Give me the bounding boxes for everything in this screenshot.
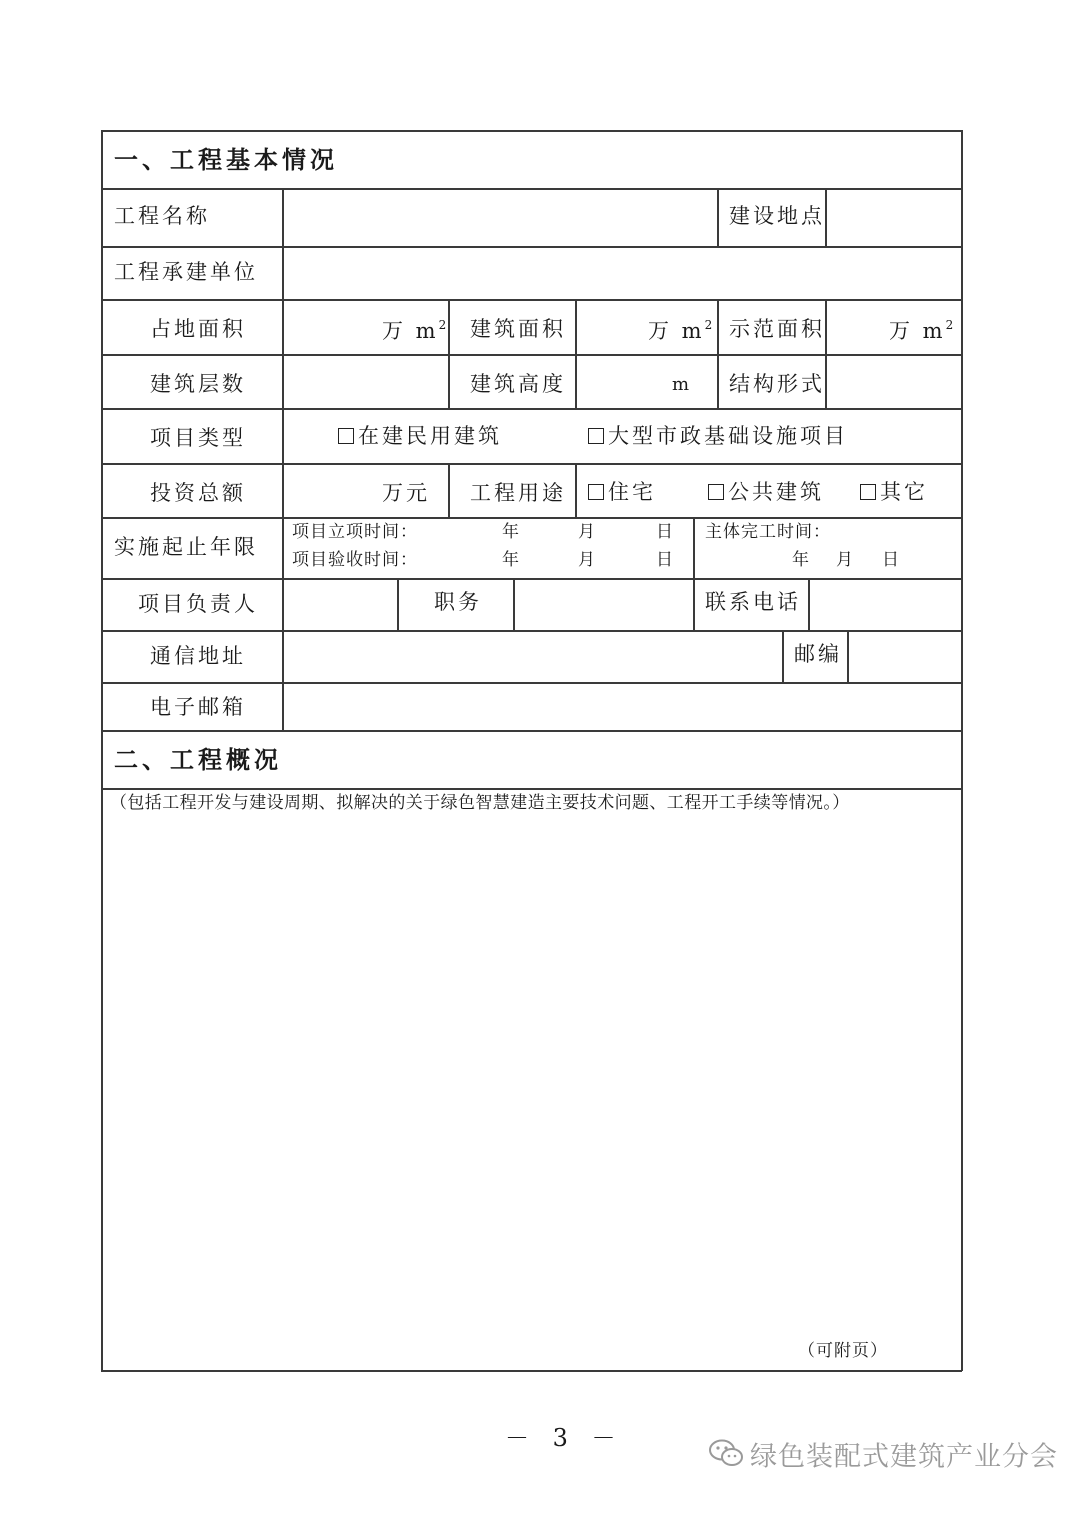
acceptance-month: 月 [578,550,596,570]
checkbox[interactable] [588,428,604,444]
usage-option-public[interactable]: 公共建筑 [708,482,824,503]
main-completion-label: 主体完工时间： [705,522,831,542]
floors-label: 建筑层数 [150,372,246,396]
land-area-label: 占地面积 [150,317,246,341]
watermark-text: 绿色装配式建筑产业分会 [750,1441,1058,1473]
checkbox[interactable] [338,428,354,444]
row-divider [101,354,962,356]
column-divider [717,188,719,246]
acceptance-time-label: 项目验收时间： [292,550,418,570]
position-label: 职务 [434,590,482,614]
approval-time-label: 项目立项时间： [292,522,418,542]
investment-label: 投资总额 [150,481,246,505]
checkbox[interactable] [860,484,876,500]
project-name-label: 工程名称 [114,204,210,228]
overview-instruction: （包括工程开发与建设周期、拟解决的关于绿色智慧建造主要技术问题、工程开工手续等情况。） [110,793,850,813]
row-divider [101,463,962,465]
structure-label: 结构形式 [729,372,825,396]
usage-label: 工程用途 [470,481,566,505]
address-label: 通信地址 [150,644,246,668]
row-divider [101,630,962,632]
table-border [961,130,963,1371]
column-divider [808,578,810,630]
checkbox[interactable] [588,484,604,500]
column-divider [847,630,849,682]
postcode-label: 邮编 [794,642,842,666]
phone-label: 联系电话 [705,590,801,614]
table-border [101,130,103,1371]
column-divider [575,463,577,517]
type-option-civil[interactable]: 在建民用建筑 [338,426,502,447]
acceptance-year: 年 [502,550,520,570]
section-title: 一、工程基本情况 [114,145,338,174]
table-border [101,1370,962,1372]
attach-note: （可附页） [798,1341,888,1361]
project-type-label: 项目类型 [150,426,246,450]
row-divider [101,246,962,248]
location-label: 建设地点 [729,204,825,228]
table-border [101,130,962,132]
completion-year: 年 [792,550,810,570]
investment-unit: 万元 [382,481,430,505]
section-title: 二、工程概况 [114,745,282,774]
height-label: 建筑高度 [470,372,566,396]
row-divider [101,788,962,790]
column-divider [693,517,695,630]
building-area-unit: 万 $m^2$ [648,318,713,343]
column-divider [448,463,450,517]
row-divider [101,188,962,190]
usage-option-residential[interactable]: 住宅 [588,482,656,503]
column-divider [282,188,284,730]
row-divider [101,299,962,301]
manager-label: 项目负责人 [138,592,258,616]
row-divider [101,730,962,732]
approval-year: 年 [502,522,520,542]
contractor-label: 工程承建单位 [114,260,258,284]
column-divider [397,578,399,630]
column-divider [513,578,515,630]
type-option-municipal[interactable]: 大型市政基础设施项目 [588,426,848,447]
column-divider [782,630,784,682]
row-divider [101,682,962,684]
usage-option-other[interactable]: 其它 [860,482,928,503]
building-area-label: 建筑面积 [470,317,566,341]
page-number: － 3 － [505,1424,624,1452]
completion-month: 月 [836,550,854,570]
approval-month: 月 [578,522,596,542]
column-divider [717,299,719,408]
row-divider [101,578,962,580]
demo-area-unit: 万 $m^2$ [889,318,954,343]
approval-day: 日 [656,522,674,542]
email-label: 电子邮箱 [150,695,246,719]
completion-day: 日 [882,550,900,570]
period-label: 实施起止年限 [114,535,258,559]
row-divider [101,408,962,410]
column-divider [448,299,450,408]
column-divider [825,299,827,408]
acceptance-day: 日 [656,550,674,570]
row-divider [101,517,962,519]
land-area-unit: 万 $m^2$ [382,318,447,343]
watermark [708,1438,1058,1474]
column-divider [575,299,577,408]
wechat-icon [708,1438,744,1478]
demo-area-label: 示范面积 [729,317,825,341]
column-divider [825,188,827,246]
height-unit: m [672,374,693,395]
checkbox[interactable] [708,484,724,500]
